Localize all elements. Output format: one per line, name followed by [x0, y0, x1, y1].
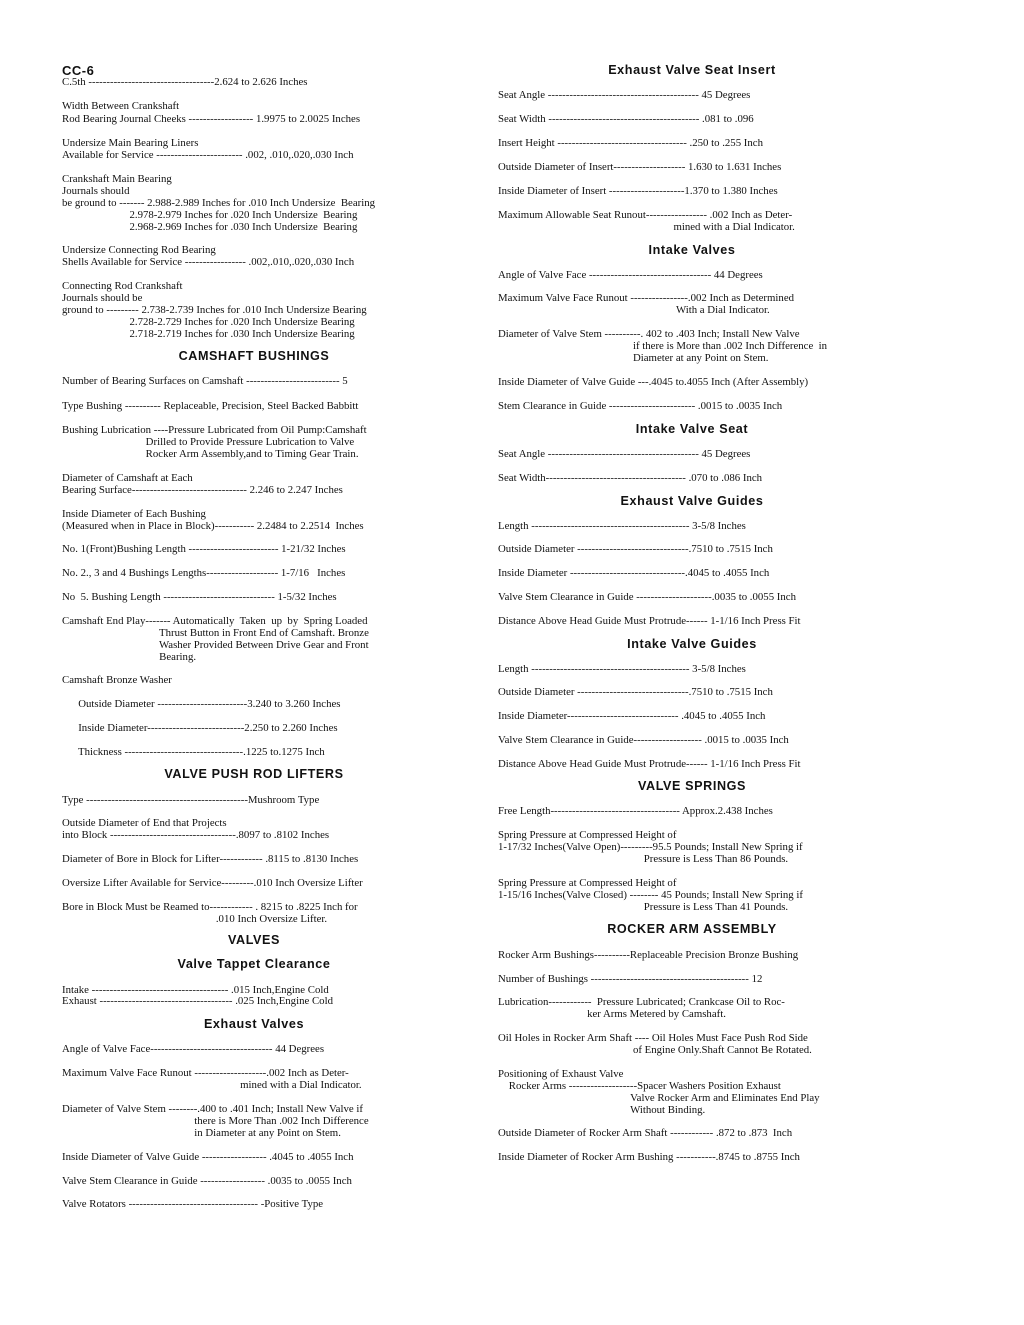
section-heading: VALVE PUSH ROD LIFTERS [164, 767, 344, 781]
spec-line: 2.718-2.719 Inches for .030 Inch Undersize Bearing [62, 328, 355, 340]
spec-line: Distance Above Head Guide Must Protrude------ 1-1/16 Inch Press Fit [498, 615, 801, 627]
spec-line: Journals should [62, 185, 130, 197]
spec-line: Inside Diameter---------------------------2.250 to 2.260 Inches [62, 722, 338, 734]
spec-line: Length -------------------------------------------- 3-5/8 Inches [498, 520, 746, 532]
spec-line: ground to --------- 2.738-2.739 Inches for .010 Inch Undersize Bearing [62, 304, 367, 316]
spec-line: Valve Stem Clearance in Guide------------------- .0015 to .0035 Inch [498, 734, 789, 746]
section-heading: VALVES [227, 933, 281, 947]
section-heading: Exhaust Valves [203, 1017, 305, 1031]
spec-line: Pressure is Less Than 86 Pounds. [498, 853, 789, 865]
spec-line: Type Bushing ---------- Replaceable, Precision, Steel Backed Babbitt [62, 400, 359, 412]
spec-line: Outside Diameter -------------------------------.7510 to .7515 Inch [498, 686, 773, 698]
spec-line: Seat Width ------------------------------------------ .081 to .096 [498, 113, 754, 125]
spec-line: (Measured when in Place in Block)----------- 2.2484 to 2.2514 Inches [62, 520, 364, 532]
section-heading: Valve Tappet Clearance [177, 957, 331, 971]
spec-line: Outside Diameter of Rocker Arm Shaft ------------ .872 to .873 Inch [498, 1127, 793, 1139]
spec-line: Available for Service ------------------------ .002, .010,.020,.030 Inch [62, 149, 354, 161]
spec-line: Diameter of Camshaft at Each [62, 472, 193, 484]
spec-line: Diameter of Bore in Block for Lifter------------ .8115 to .8130 Inches [62, 853, 359, 865]
spec-line: in Diameter at any Point on Stem. [62, 1127, 341, 1139]
spec-line: No. 2., 3 and 4 Bushings Lengths-------------------- 1-7/16 Inches [62, 567, 346, 579]
spec-line: Seat Width--------------------------------------- .070 to .086 Inch [498, 472, 763, 484]
spec-line: Intake -------------------------------------- .015 Inch,Engine Cold [62, 984, 329, 996]
spec-line: Rocker Arms -------------------Spacer Washers Position Exhaust [498, 1080, 781, 1092]
spec-line: Inside Diameter of Rocker Arm Bushing -----------.8745 to .8755 Inch [498, 1151, 800, 1163]
spec-line: Rocker Arm Bushings----------Replaceable Precision Bronze Bushing [498, 949, 799, 961]
spec-line: Inside Diameter of Valve Guide ------------------ .4045 to .4055 Inch [62, 1151, 354, 1163]
spec-line: Undersize Connecting Rod Bearing [62, 244, 216, 256]
spec-line: Camshaft End Play------- Automatically Taken up by Spring Loaded [62, 615, 368, 627]
spec-line: Bushing Lubrication ----Pressure Lubricated from Oil Pump:Camshaft [62, 424, 367, 436]
spec-line: Oil Holes in Rocker Arm Shaft ---- Oil Holes Must Face Push Rod Side [498, 1032, 808, 1044]
spec-line: Width Between Crankshaft [62, 100, 180, 112]
spec-line: Outside Diameter -------------------------------.7510 to .7515 Inch [498, 543, 773, 555]
spec-line: Positioning of Exhaust Valve [498, 1068, 624, 1080]
section-heading: VALVE SPRINGS [637, 779, 747, 793]
spec-line: Seat Angle ------------------------------------------ 45 Degrees [498, 448, 751, 460]
section-heading: Intake Valves [648, 243, 736, 257]
spec-line: Washer Provided Between Drive Gear and Front [62, 639, 369, 651]
spec-line: into Block -----------------------------------.8097 to .8102 Inches [62, 829, 330, 841]
spec-line: Thickness ---------------------------------.1225 to.1275 Inch [62, 746, 325, 758]
spec-line: Maximum Valve Face Runout ----------------.002 Inch as Determined [498, 292, 795, 304]
section-heading: Exhaust Valve Seat Insert [608, 63, 776, 77]
spec-line: Diameter at any Point on Stem. [498, 352, 769, 364]
spec-line: Valve Stem Clearance in Guide ---------------------.0035 to .0055 Inch [498, 591, 796, 603]
spec-line: Lubrication------------ Pressure Lubricated; Crankcase Oil to Roc- [498, 996, 785, 1008]
spec-line: Valve Stem Clearance in Guide ------------------ .0035 to .0055 Inch [62, 1175, 352, 1187]
spec-line: Outside Diameter -------------------------3.240 to 3.260 Inches [62, 698, 341, 710]
section-heading: Exhaust Valve Guides [620, 494, 764, 508]
section-heading: CAMSHAFT BUSHINGS [178, 349, 330, 363]
spec-line: Inside Diameter --------------------------------.4045 to .4055 Inch [498, 567, 770, 579]
spec-line: Inside Diameter of Each Bushing [62, 508, 206, 520]
spec-line: Drilled to Provide Pressure Lubrication to Valve [62, 436, 355, 448]
spec-line: Valve Rotators ------------------------------------ -Positive Type [62, 1198, 324, 1210]
spec-line: Free Length------------------------------------ Approx.2.438 Inches [498, 805, 773, 817]
spec-line: Thrust Button in Front End of Camshaft. Bronze [62, 627, 369, 639]
spec-line: Outside Diameter of Insert-------------------- 1.630 to 1.631 Inches [498, 161, 782, 173]
spec-line: Bearing. [62, 651, 197, 663]
spec-line: With a Dial Indicator. [498, 304, 770, 316]
spec-line: No. 1(Front)Bushing Length ------------------------- 1-21/32 Inches [62, 543, 346, 555]
spec-line: Crankshaft Main Bearing [62, 173, 172, 185]
spec-line: Stem Clearance in Guide ------------------------ .0015 to .0035 Inch [498, 400, 783, 412]
spec-line: Outside Diameter of End that Projects [62, 817, 227, 829]
spec-line: Angle of Valve Face---------------------------------- 44 Degrees [62, 1043, 325, 1055]
spec-line: of Engine Only.Shaft Cannot Be Rotated. [498, 1044, 812, 1056]
spec-line: Type ---------------------------------------------Mushroom Type [62, 794, 320, 806]
spec-line: Shells Available for Service ----------------- .002,.010,.020,.030 Inch [62, 256, 355, 268]
spec-line: Undersize Main Bearing Liners [62, 137, 199, 149]
spec-line: Connecting Rod Crankshaft [62, 280, 183, 292]
section-heading: Intake Valve Seat [635, 422, 749, 436]
spec-line: 2.978-2.979 Inches for .020 Inch Undersize Bearing [62, 209, 358, 221]
spec-line: Exhaust ------------------------------------- .025 Inch,Engine Cold [62, 995, 333, 1007]
spec-line: No 5. Bushing Length ------------------------------- 1-5/32 Inches [62, 591, 337, 603]
spec-line: mined with a Dial Indicator. [62, 1079, 362, 1091]
spec-line: Angle of Valve Face ---------------------------------- 44 Degrees [498, 269, 763, 281]
spec-line: mined with a Dial Indicator. [498, 221, 795, 233]
spec-line: Rocker Arm Assembly,and to Timing Gear Train. [62, 448, 359, 460]
spec-line: Inside Diameter of Insert ---------------------1.370 to 1.380 Inches [498, 185, 778, 197]
spec-line: Spring Pressure at Compressed Height of [498, 877, 677, 889]
spec-line: Diameter of Valve Stem --------.400 to .401 Inch; Install New Valve if [62, 1103, 363, 1115]
spec-line: 1-17/32 Inches(Valve Open)---------95.5 Pounds; Install New Spring if [498, 841, 803, 853]
spec-line: if there is More than .002 Inch Difference in [498, 340, 828, 352]
spec-line: 2.968-2.969 Inches for .030 Inch Undersize Bearing [62, 221, 358, 233]
spec-line: Oversize Lifter Available for Service---------.010 Inch Oversize Lifter [62, 877, 363, 889]
section-heading: Intake Valve Guides [627, 637, 757, 651]
spec-line: Spring Pressure at Compressed Height of [498, 829, 677, 841]
spec-line: Inside Diameter of Valve Guide ---.4045 to.4055 Inch (After Assembly) [498, 376, 809, 388]
spec-line: Camshaft Bronze Washer [62, 674, 172, 686]
spec-line: Maximum Allowable Seat Runout----------------- .002 Inch as Deter- [498, 209, 793, 221]
spec-line: 1-15/16 Inches(Valve Closed) -------- 45 Pounds; Install New Spring if [498, 889, 803, 901]
spec-line: Without Binding. [498, 1104, 706, 1116]
spec-line: Number of Bearing Surfaces on Camshaft -------------------------- 5 [62, 375, 348, 387]
spec-line: .010 Inch Oversize Lifter. [62, 913, 328, 925]
spec-line: Insert Height ------------------------------------ .250 to .255 Inch [498, 137, 763, 149]
spec-line: Bearing Surface-------------------------------- 2.246 to 2.247 Inches [62, 484, 343, 496]
spec-line: Distance Above Head Guide Must Protrude------ 1-1/16 Inch Press Fit [498, 758, 801, 770]
spec-line: C.5th -----------------------------------2.624 to 2.626 Inches [62, 76, 308, 88]
spec-line: Length -------------------------------------------- 3-5/8 Inches [498, 663, 746, 675]
spec-line: Rod Bearing Journal Cheeks ------------------ 1.9975 to 2.0025 Inches [62, 113, 361, 125]
spec-line: Maximum Valve Face Runout --------------------.002 Inch as Deter- [62, 1067, 349, 1079]
spec-line: be ground to ------- 2.988-2.989 Inches for .010 Inch Undersize Bearing [62, 197, 376, 209]
spec-line: Bore in Block Must be Reamed to------------ . 8215 to .8225 Inch for [62, 901, 358, 913]
page-label: CC-6 [62, 63, 95, 78]
spec-line: Inside Diameter------------------------------- .4045 to .4055 Inch [498, 710, 766, 722]
spec-line: Seat Angle ------------------------------------------ 45 Degrees [498, 89, 751, 101]
spec-line: Journals should be [62, 292, 143, 304]
spec-line: ker Arms Metered by Camshaft. [498, 1008, 726, 1020]
spec-line: there is More Than .002 Inch Difference [62, 1115, 369, 1127]
spec-line: Diameter of Valve Stem ----------. 402 to .403 Inch; Install New Valve [498, 328, 800, 340]
section-heading: ROCKER ARM ASSEMBLY [607, 922, 777, 936]
spec-line: Valve Rocker Arm and Eliminates End Play [498, 1092, 820, 1104]
spec-line: 2.728-2.729 Inches for .020 Inch Undersize Bearing [62, 316, 355, 328]
spec-line: Number of Bushings -------------------------------------------- 12 [498, 973, 763, 985]
spec-line: Pressure is Less Than 41 Pounds. [498, 901, 789, 913]
